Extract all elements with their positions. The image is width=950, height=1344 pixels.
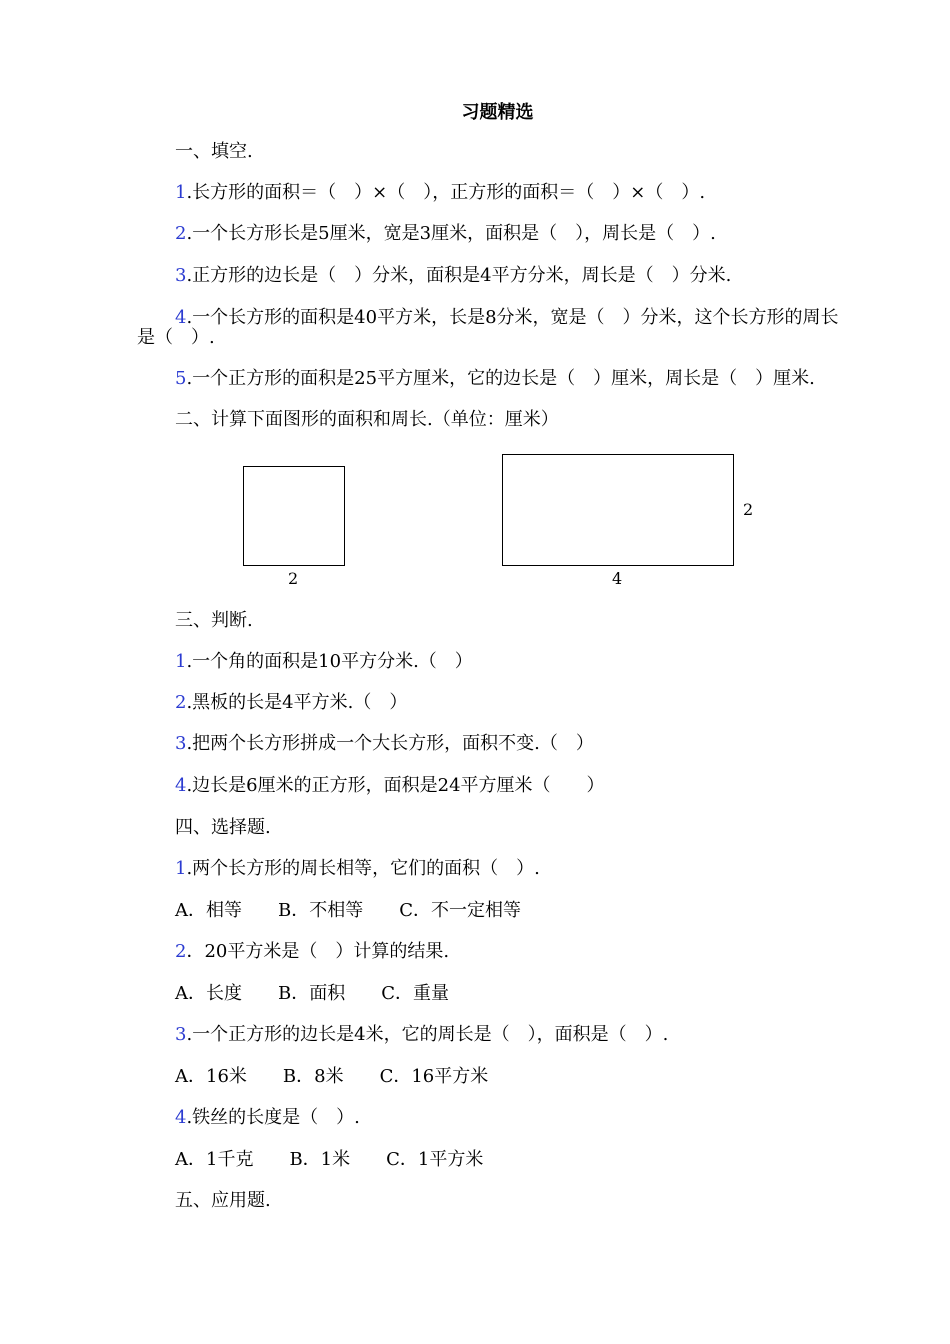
question-number: 3 (175, 733, 187, 754)
choice-options-4: A．1千克 B．1米 C．1平方米 (175, 1149, 484, 1170)
question-text: .一个长方形长是5厘米，宽是3厘米，面积是（ ），周长是（ ）. (186, 223, 716, 244)
judge-question-1 (175, 650, 473, 674)
question-text: .黑板的长是4平方米.（ ） (186, 692, 408, 713)
question-text: .一个长方形的面积是40平方米，长是8分米，宽是（ ）分米，这个长方形的周长 (186, 307, 839, 328)
question-text: .正方形的边长是（ ）分米，面积是4平方分米，周长是（ ）分米. (186, 265, 732, 286)
square-figure (243, 466, 345, 566)
question-number: 4 (175, 307, 187, 328)
question-number: 2 (175, 941, 187, 962)
choice-question-3 (175, 1023, 668, 1047)
question-number: 3 (175, 265, 187, 286)
question-text: .长方形的面积＝（ ）×（ ），正方形的面积＝（ ）×（ ）. (186, 182, 706, 203)
question-text: .两个长方形的周长相等，它们的面积（ ）. (186, 858, 540, 879)
question-text: .一个正方形的边长是4米，它的周长是（ ），面积是（ ）. (186, 1024, 669, 1045)
choice-question-2 (175, 940, 449, 964)
section5-heading: 五、应用题. (175, 1190, 271, 1211)
choice-options-3: A．16米 B．8米 C．16平方米 (175, 1066, 489, 1087)
judge-question-3 (175, 732, 594, 756)
judge-question-4 (175, 774, 605, 798)
page-title: 习题精选 (461, 102, 534, 123)
question-text: .一个角的面积是10平方分米.（ ） (186, 651, 473, 672)
question-number: 2 (175, 692, 187, 713)
question-number: 1 (175, 651, 187, 672)
question-text: .边长是6厘米的正方形，面积是24平方厘米（ ） (186, 775, 605, 796)
question-text: .把两个长方形拼成一个大长方形，面积不变.（ ） (186, 733, 594, 754)
rectangle-height-label: 2 (743, 500, 754, 519)
choice-question-4 (175, 1106, 360, 1130)
choice-options-1: A．相等 B．不相等 C．不一定相等 (175, 900, 521, 921)
question-number: 3 (175, 1024, 187, 1045)
choice-question-1 (175, 857, 540, 881)
fill-question-2 (175, 222, 716, 246)
section3-heading: 三、判断. (175, 610, 253, 631)
choice-options-2: A．长度 B．面积 C．重量 (175, 983, 449, 1004)
fill-question-4 (175, 306, 839, 330)
section2-heading: 二、计算下面图形的面积和周长.（单位：厘米） (175, 409, 559, 430)
question-number: 1 (175, 182, 187, 203)
fill-question-4-continued: 是（ ）. (137, 327, 215, 348)
question-number: 4 (175, 775, 187, 796)
rectangle-width-label: 4 (612, 569, 623, 588)
question-text: .铁丝的长度是（ ）. (186, 1107, 360, 1128)
question-number: 5 (175, 368, 187, 389)
question-text: ．20平方米是（ ）计算的结果. (186, 941, 450, 962)
judge-question-2 (175, 691, 407, 715)
question-text: .一个正方形的面积是25平方厘米，它的边长是（ ）厘米，周长是（ ）厘米. (186, 368, 815, 389)
rectangle-figure (502, 454, 734, 566)
section4-heading: 四、选择题. (175, 817, 271, 838)
question-number: 4 (175, 1107, 187, 1128)
fill-question-1 (175, 181, 705, 205)
fill-question-3 (175, 264, 731, 288)
square-side-label: 2 (288, 569, 299, 588)
question-number: 2 (175, 223, 187, 244)
section1-heading: 一、填空. (175, 141, 253, 162)
question-number: 1 (175, 858, 187, 879)
fill-question-5 (175, 367, 815, 391)
